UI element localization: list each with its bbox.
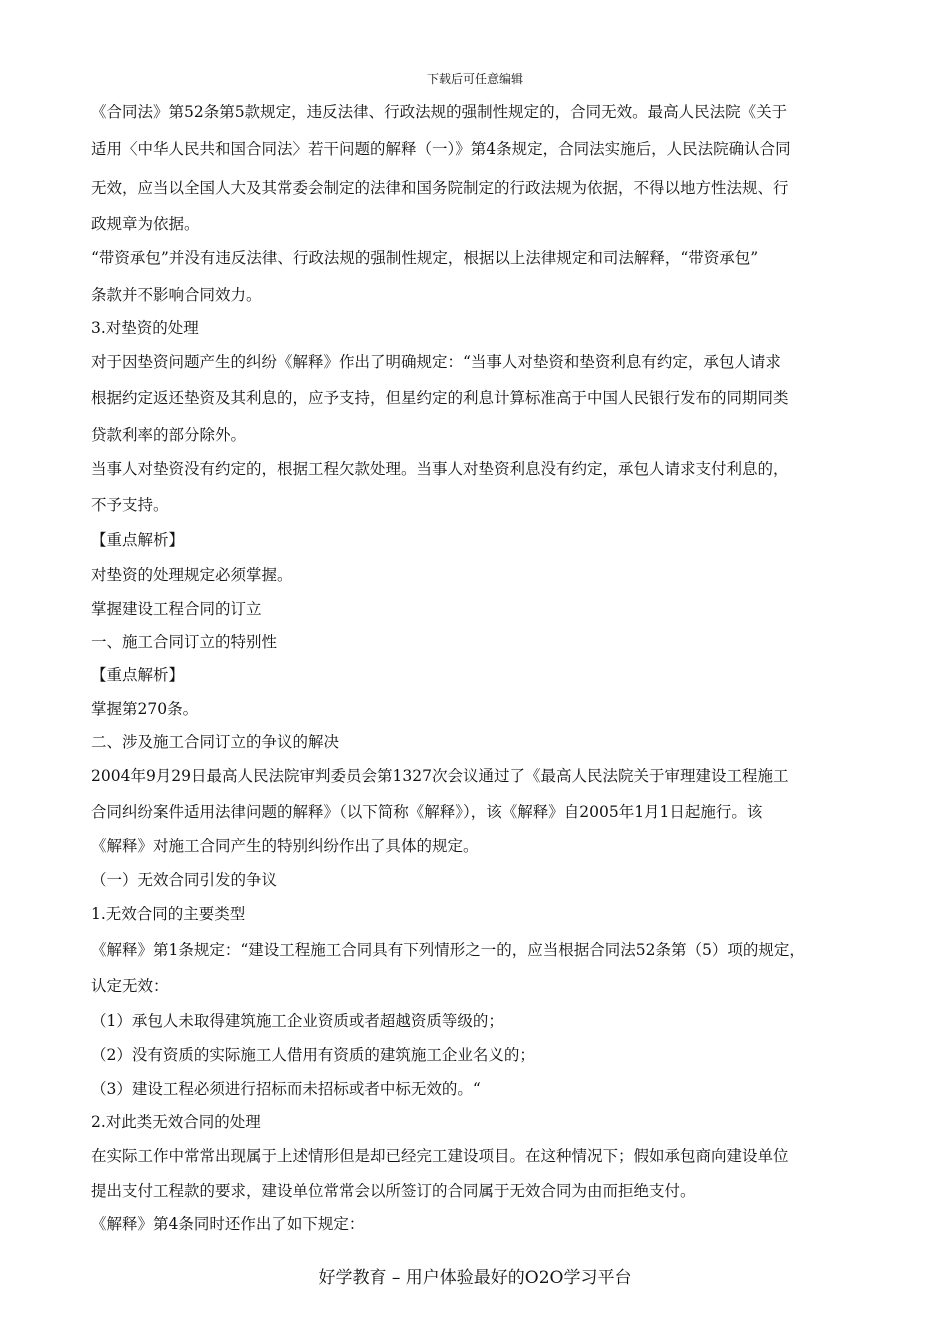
text-line: （1）承包人未取得建筑施工企业资质或者超越资质等级的； (91, 1012, 504, 1030)
text-line: 条款并不影响合同效力。 (91, 286, 262, 304)
text-line: 《解释》对施工合同产生的特别纠纷作出了具体的规定。 (91, 837, 479, 855)
text-line: 1.无效合同的主要类型 (91, 905, 246, 923)
page-footer: 好学教育 – 用户体验最好的O2O学习平台 (318, 1268, 632, 1288)
text-line: 在实际工作中常常出现属于上述情形但是却已经完工建设项目。在这种情况下；假如承包商向建设单位 (91, 1147, 789, 1165)
text-line: 当事人对垫资没有约定的，根据工程欠款处理。当事人对垫资利息没有约定，承包人请求支付利息的， (91, 460, 789, 478)
text-line: 二、涉及施工合同订立的争议的解决 (91, 733, 340, 751)
text-line: 贷款利率的部分除外。 (91, 426, 247, 444)
text-line: 《合同法》第52条第5款规定，违反法律、行政法规的强制性规定的，合同无效。最高人民法院《关于 (91, 103, 788, 121)
text-line: 2.对此类无效合同的处理 (91, 1113, 261, 1131)
text-line: （2）没有资质的实际施工人借用有资质的建筑施工企业名义的； (91, 1046, 535, 1064)
text-line: 根据约定返还垫资及其利息的，应予支持，但星约定的利息计算标准高于中国人民银行发布的同期同类 (91, 389, 789, 407)
text-line: 合同纠纷案件适用法律问题的解释》（以下简称《解释》），该《解释》自2005年1月1日起施行。该 (91, 803, 763, 821)
text-line: 一、施工合同订立的特别性 (91, 633, 278, 651)
text-line: 适用〈中华人民共和国合同法〉若干问题的解释（一）》第4条规定，合同法实施后，人民法院确认合同 (91, 140, 791, 158)
text-line: 掌握第270条。 (91, 700, 199, 718)
text-line: （一）无效合同引发的争议 (91, 871, 278, 889)
text-line: 掌握建设工程合同的订立 (91, 600, 262, 618)
text-line: 无效，应当以全国人大及其常委会制定的法律和国务院制定的行政法规为依据，不得以地方性法规、行 (91, 179, 789, 197)
text-line: 认定无效： (91, 977, 169, 995)
text-line: 2004年9月29日最高人民法院审判委员会第1327次会议通过了《最高人民法院关于审理建设工程施工 (91, 767, 789, 785)
text-line: 【重点解析】 (91, 531, 185, 549)
text-line: 【重点解析】 (91, 666, 185, 684)
text-line: 3.对垫资的处理 (91, 319, 199, 337)
text-line: 《解释》第4条同时还作出了如下规定： (91, 1215, 365, 1233)
page-header: 下载后可任意编辑 (426, 72, 523, 86)
text-line: 《解释》第1条规定：“建设工程施工合同具有下列情形之一的，应当根据合同法52条第（5）项的规定， (91, 941, 805, 959)
text-line: 不予支持。 (91, 496, 169, 514)
text-line: 对垫资的处理规定必须掌握。 (91, 566, 293, 584)
text-line: 对于因垫资问题产生的纠纷《解释》作出了明确规定：“当事人对垫资和垫资利息有约定，承包人请求 (91, 353, 781, 371)
text-line: “带资承包”并没有违反法律、行政法规的强制性规定，根据以上法律规定和司法解释，“带资承包” (91, 249, 759, 267)
text-line: （3）建设工程必须进行招标而未招标或者中标无效的。“ (91, 1080, 481, 1098)
text-line: 政规章为依据。 (91, 215, 200, 233)
text-line: 提出支付工程款的要求，建设单位常常会以所签订的合同属于无效合同为由而拒绝支付。 (91, 1182, 696, 1200)
